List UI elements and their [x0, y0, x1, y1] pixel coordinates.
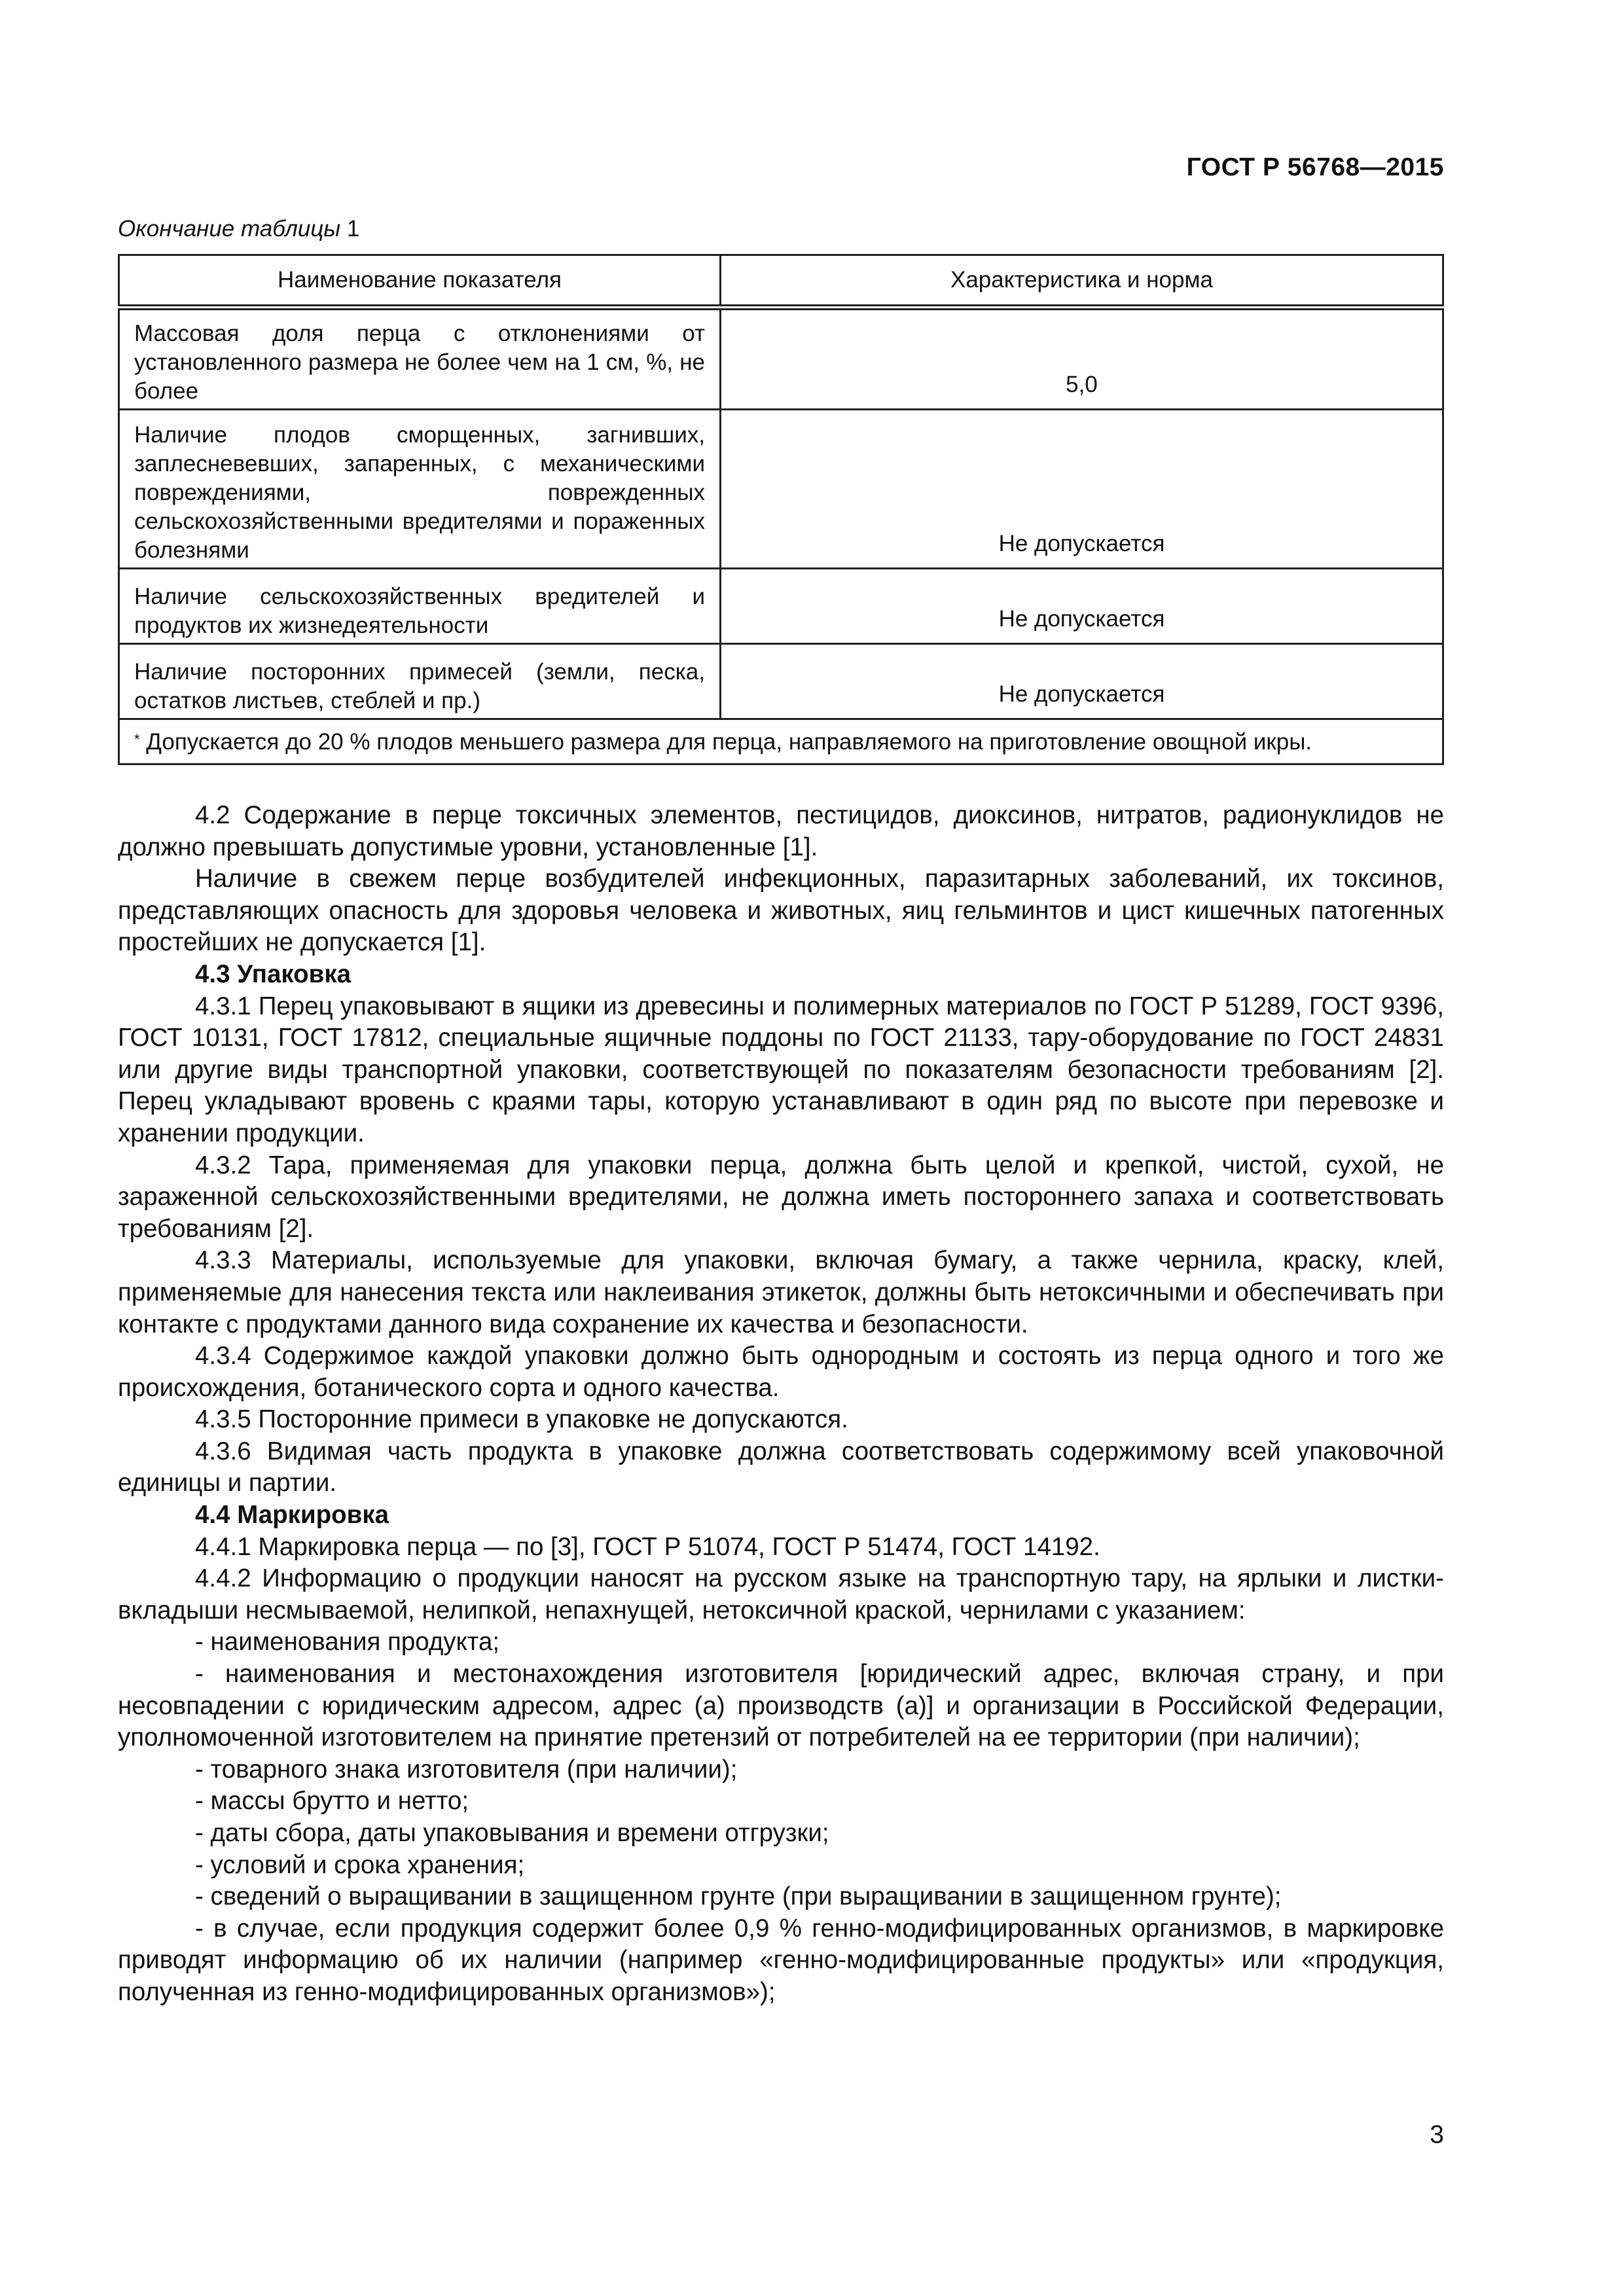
table-caption-text: Окончание таблицы	[118, 216, 341, 242]
list-item: - наименования продукта;	[195, 1628, 500, 1657]
indicator-norm: Не допускается	[721, 410, 1443, 569]
table-header-row	[119, 255, 1443, 308]
page-number: 3	[1430, 2121, 1444, 2149]
indicator-name: Наличие сельскохозяйственных вредителей и продуктов их жизнедеятельности	[119, 569, 721, 644]
list-item: - наименования и местонахождения изготовителя [юридический адрес, включая страну, и при несовпадении с юридическим адресом, адрес (а) производств (а)] и организации в Российской Федерации, уполномоченной изготовителем на принятие претензий от потребителей на ее территории (при наличии);	[118, 1660, 1444, 1752]
footnote-text: Допускается до 20 % плодов меньшего размера для перца, направляемого на приготовление овощной икры.	[146, 729, 1312, 755]
indicator-name: Массовая доля перца с отклонениями от установленного размера не более чем на 1 см, %, не более	[119, 308, 721, 410]
paragraph: 4.3.5 Посторонние примеси в упаковке не допускаются.	[195, 1405, 848, 1434]
indicator-name: Наличие плодов сморщенных, загнивших, заплесневевших, запаренных, с механическими повреждениями, поврежденных сельскохозяйственными вредителями и пораженных болезнями	[119, 410, 721, 569]
list-item: - в случае, если продукция содержит более 0,9 % генно-модифицированных организмов, в маркировке приводят информацию об их наличии (например «генно-модифицированные продукты» или «продукция, полученная из генно-модифицированных организмов»);	[118, 1914, 1444, 2006]
indicator-name: Наличие посторонних примесей (земли, песка, остатков листьев, стеблей и пр.)	[119, 644, 721, 719]
indicator-norm: Не допускается	[721, 644, 1443, 719]
list-item: - массы брутто и нетто;	[195, 1787, 469, 1816]
table-row	[119, 410, 1443, 569]
paragraph: 4.4.2 Информацию о продукции наносят на русском языке на транспортную тару, на ярлыки и листки-вкладыши несмываемой, нелипкой, непахнущей, нетоксичной краской, чернилами с указанием:	[118, 1564, 1444, 1624]
list-item: - условий и срока хранения;	[195, 1850, 525, 1879]
paragraph: 4.3.4 Содержимое каждой упаковки должно быть однородным и состоять из перца одного и того же происхождения, ботанического сорта и одного качества.	[118, 1342, 1444, 1402]
list-item: - товарного знака изготовителя (при наличии);	[195, 1755, 738, 1784]
table-row	[119, 644, 1443, 719]
column-header-name: Наименование показателя	[119, 255, 721, 308]
paragraph: 4.3.6 Видимая часть продукта в упаковке должна соответствовать содержимому всей упаковочной единицы и партии.	[118, 1437, 1444, 1498]
table-caption-number: 1	[346, 216, 360, 242]
body-text	[118, 800, 1444, 2009]
table-footnote	[119, 719, 1443, 764]
table-row	[119, 569, 1443, 644]
indicator-norm: 5,0	[721, 308, 1443, 410]
table-caption	[118, 216, 359, 242]
table-row	[119, 308, 1443, 410]
paragraph: Наличие в свежем перце возбудителей инфекционных, паразитарных заболеваний, их токсинов, представляющих опасность для здоровья человека и животных, яиц гельминтов и цист кишечных патогенных простейших не допускается [1].	[118, 865, 1444, 957]
document-id: ГОСТ Р 56768—2015	[1186, 153, 1444, 181]
paragraph: 4.2 Содержание в перце токсичных элементов, пестицидов, диоксинов, нитратов, радионуклидов не должно превышать допустимые уровни, установленные [1].	[118, 801, 1444, 861]
paragraph: 4.3.1 Перец упаковывают в ящики из древесины и полимерных материалов по ГОСТ Р 51289, ГОСТ 9396, ГОСТ 10131, ГОСТ 17812, специальные ящичные поддоны по ГОСТ 21133, тару-оборудование по ГОСТ 24831 или другие виды транспортной упаковки, соответствующей по показателям безопасности требованиям [2]. Перец укладывают вровень с краями тары, которую устанавливают в один ряд по высоте при перевозке и хранении продукции.	[118, 992, 1444, 1147]
paragraph: 4.3.2 Тара, применяемая для упаковки перца, должна быть целой и крепкой, чистой, сухой, не зараженной сельскохозяйственными вредителями, не должна иметь постороннего запаха и соответствовать требованиям [2].	[118, 1151, 1444, 1243]
paragraph: 4.4.1 Маркировка перца — по [3], ГОСТ Р 51074, ГОСТ Р 51474, ГОСТ 14192.	[195, 1532, 1100, 1561]
specification-table	[118, 254, 1444, 765]
table-footnote-row	[119, 719, 1443, 764]
section-heading: 4.4 Маркировка	[195, 1501, 389, 1530]
footnote-mark: *	[134, 731, 140, 747]
column-header-norm: Характеристика и норма	[721, 255, 1443, 308]
list-item: - даты сбора, даты упаковывания и времени отгрузки;	[195, 1819, 829, 1847]
list-item: - сведений о выращивании в защищенном грунте (при выращивании в защищенном грунте);	[195, 1882, 1282, 1911]
section-heading: 4.3 Упаковка	[195, 960, 351, 988]
indicator-norm: Не допускается	[721, 569, 1443, 644]
paragraph: 4.3.3 Материалы, используемые для упаковки, включая бумагу, а также чернила, краску, клей, применяемые для нанесения текста или наклеивания этикеток, должны быть нетоксичными и обеспечивать при контакте с продуктами данного вида сохранение их качества и безопасности.	[118, 1246, 1444, 1338]
